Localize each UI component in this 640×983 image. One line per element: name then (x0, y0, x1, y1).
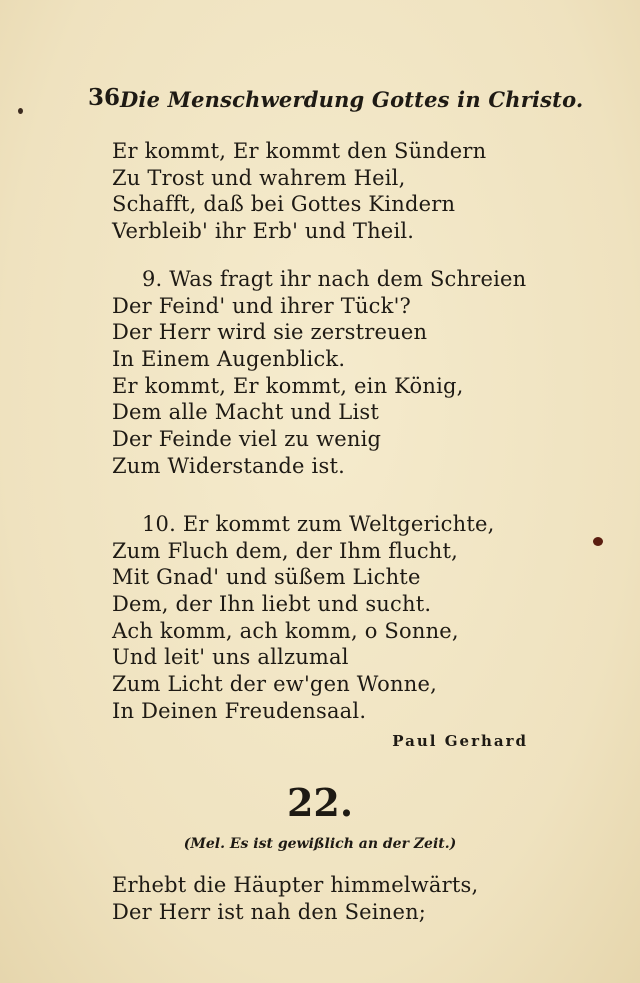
author-attribution: Paul Gerhard (392, 732, 528, 750)
verse-line: Erhebt die Häupter himmelwärts, (112, 873, 479, 897)
verse-line: Zum Widerstande ist. (112, 453, 345, 478)
ink-spot-right (593, 537, 603, 546)
hymn-number: 22. (286, 780, 354, 825)
hymn-22-first-stanza (112, 872, 532, 925)
running-head-title: Die Menschwerdung Gottes in Christo. (120, 87, 584, 112)
verse-line: Zum Licht der ew'gen Wonne, (112, 672, 437, 697)
running-head (88, 84, 584, 114)
verse-line: Mit Gnad' und süßem Lichte (112, 565, 421, 590)
verse-line: Der Feinde viel zu wenig (112, 427, 382, 452)
verse-line: Verbleib' ihr Erb' und Theil. (112, 219, 415, 244)
verse-line: Er kommt, Er kommt den Sündern (112, 139, 487, 163)
stanza-10 (112, 511, 532, 725)
verse-line: Dem alle Macht und List (112, 400, 379, 425)
verse-line: Der Herr ist nah den Seinen; (112, 899, 427, 924)
verse-line: 9. Was fragt ihr nach dem Schreien (142, 267, 527, 291)
stanza-continuation (112, 138, 532, 245)
verse-line: Der Feind' und ihrer Tück'? (112, 293, 411, 318)
stanza-9 (112, 266, 532, 480)
ink-spot-left (18, 108, 23, 114)
verse-line: Zu Trost und wahrem Heil, (112, 165, 406, 190)
verse-line: In Deinen Freudensaal. (112, 698, 367, 723)
verse-line: In Einem Augenblick. (112, 347, 346, 372)
page-number: 36 (88, 84, 121, 111)
verse-line: Ach komm, ach komm, o Sonne, (112, 618, 459, 643)
verse-line: Zum Fluch dem, der Ihm flucht, (112, 538, 459, 563)
verse-line: Und leit' uns allzumal (112, 645, 349, 670)
verse-line: Dem, der Ihn liebt und sucht. (112, 592, 432, 617)
melody-indication: (Mel. Es ist gewißlich an der Zeit.) (183, 836, 457, 852)
verse-line: Er kommt, Er kommt, ein König, (112, 373, 464, 398)
verse-line: Schafft, daß bei Gottes Kindern (112, 192, 456, 217)
verse-line: 10. Er kommt zum Weltgerichte, (142, 512, 495, 536)
verse-line: Der Herr wird sie zerstreuen (112, 320, 428, 345)
